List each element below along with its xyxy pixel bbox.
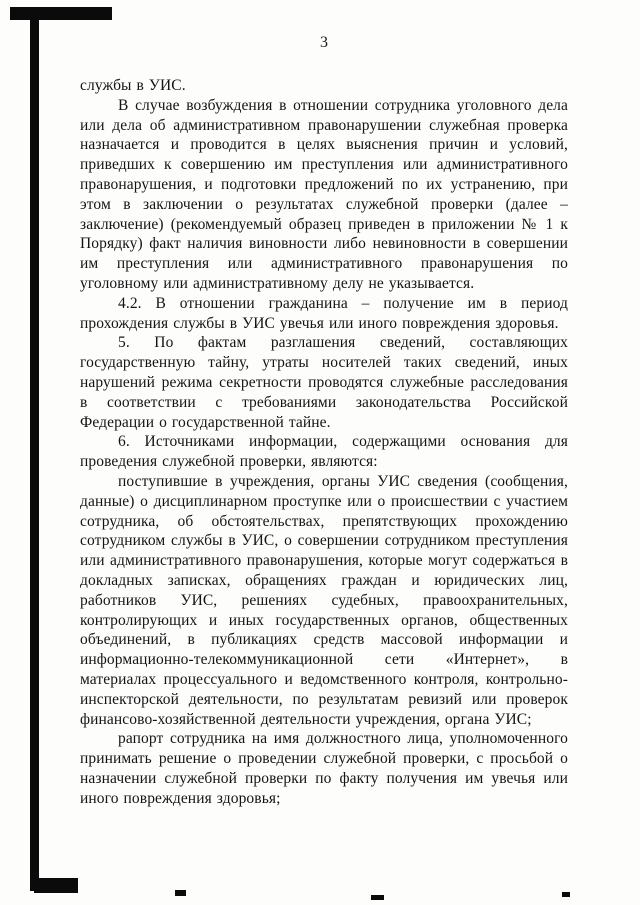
paragraph: В случае возбуждения в отношении сотрудника уголовного дела или дела об административном правонарушении служебная проверка назначается и проводится в целях выяснения причин и условий, приведших к совершению им преступления или административного правонарушения, и подготовки предложений по их устранению, при этом в заключении о результатах служебной проверки (далее – заключение) (рекомендуемый образец приведен в приложении № 1 к Порядку) факт наличия виновности либо невиновности в совершении им преступления или административного правонарушения по уголовному или административному делу не указывается. [80,96,568,292]
scan-artifact-speck [562,892,570,897]
paragraph: 6. Источниками информации, содержащими основания для проведения служебной проверки, являются: [80,433,568,471]
paragraph: 5. По фактам разглашения сведений, составляющих государственную тайну, утраты носителей таких сведений, иных нарушений режима секретности проводятся служебные расследования в соответствии с требованиями законодательства Российской Федерации о государственной тайне. [80,334,568,431]
page-number: 3 [320,34,328,51]
document-body [80,76,568,808]
paragraph: службы в УИС. [80,77,186,94]
scan-artifact-bottom-left-blob [34,878,78,893]
paragraph: 4.2. В отношении гражданина – получение им в период прохождения службы в УИС увечья или иного повреждения здоровья. [80,294,568,332]
scan-artifact-speck [175,890,186,896]
scan-artifact-top-left-bar [10,7,112,20]
paragraph: поступившие в учреждения, органы УИС сведения (сообщения, данные) о дисциплинарном проступке или о происшествии с участием сотрудника, об обстоятельствах, препятствующих прохождению сотрудником службы в УИС, о совершении сотрудником преступления или административного правонарушения, которые могут содержаться в докладных записках, обращениях граждан и юридических лиц, работников УИС, решениях судебных, правоохранительных, контролирующих и иных государственных органов, общественных объединений, в публикациях средств массовой информации и информационно-телекоммуникационной сети «Интернет», в материалах процессуального и ведомственного контроля, контрольно-инспекторской деятельности, по результатам ревизий или проверок финансово-хозяйственной деятельности учреждения, органа УИС; [80,472,568,728]
scan-artifact-left-edge-bar [30,7,39,891]
scan-artifact-speck [371,895,384,900]
paragraph: рапорт сотрудника на имя должностного лица, уполномоченного принимать решение о проведении служебной проверки, с просьбой о назначении служебной проверки по факту получения им увечья или иного повреждения здоровья; [80,730,568,807]
